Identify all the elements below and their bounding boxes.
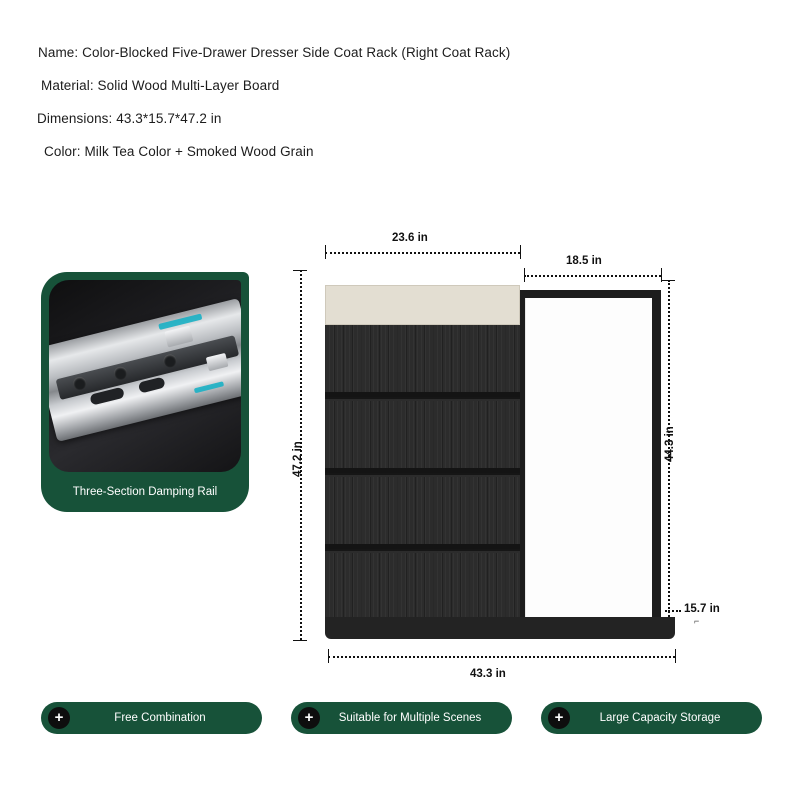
dim-label-total-height: 47.2 in (292, 441, 304, 477)
feature-pill-label: Suitable for Multiple Scenes (338, 712, 482, 724)
furniture-diagram (270, 222, 780, 692)
feature-pill-free-combination[interactable] (41, 702, 262, 734)
dim-line-dresser-width (325, 252, 520, 254)
spec-color: Color: Milk Tea Color + Smoked Wood Grain (44, 144, 314, 159)
dim-cap (293, 640, 307, 641)
plus-icon: + (298, 707, 320, 729)
slide-rail-illustration (49, 298, 241, 442)
dim-cap (520, 245, 521, 259)
dim-line-total-width (328, 656, 675, 658)
drawer-1 (325, 325, 520, 399)
damping-rail-caption: Three-Section Damping Rail (72, 486, 218, 498)
rail-tab (165, 326, 194, 348)
coat-rack-panel (525, 298, 653, 620)
drawer-2 (325, 401, 520, 475)
drawer-3 (325, 477, 520, 551)
feature-pill-row (0, 702, 800, 738)
dim-label-dresser-width: 23.6 in (392, 232, 428, 244)
dim-cap (293, 270, 307, 271)
dim-cap (675, 649, 676, 663)
specification-list (0, 44, 800, 176)
dim-label-rack-height: 44.3 in (664, 426, 676, 462)
feature-pill-large-capacity[interactable] (541, 702, 762, 734)
dim-cap (328, 649, 329, 663)
rail-teal-stripe (194, 381, 224, 393)
plus-icon: + (548, 707, 570, 729)
plus-icon: + (48, 707, 70, 729)
damping-rail-photo (49, 280, 241, 472)
spec-name: Name: Color-Blocked Five-Drawer Dresser Side Coat Rack (Right Coat Rack) (38, 45, 511, 60)
dim-line-depth (665, 610, 681, 612)
depth-tick-mark: ⌐ (694, 616, 700, 626)
dim-label-depth: 15.7 in (684, 603, 720, 615)
dim-label-total-width: 43.3 in (470, 668, 506, 680)
dim-cap (325, 245, 326, 259)
spec-material: Material: Solid Wood Multi-Layer Board (41, 78, 280, 93)
feature-pill-label: Large Capacity Storage (599, 712, 721, 724)
dim-label-rack-width: 18.5 in (566, 255, 602, 267)
damping-rail-card (41, 272, 249, 512)
feature-pill-label: Free Combination (114, 712, 206, 724)
dim-cap (524, 268, 525, 282)
spec-dimensions: Dimensions: 43.3*15.7*47.2 in (37, 111, 222, 126)
dim-cap (661, 280, 675, 281)
dresser-top-panel (325, 285, 520, 325)
drawer-4 (325, 553, 520, 627)
dim-line-rack-width (524, 275, 661, 277)
base-plinth (325, 617, 675, 639)
coat-rack-top-bar (517, 290, 661, 298)
dresser-body (325, 325, 520, 629)
feature-pill-multiple-scenes[interactable] (291, 702, 512, 734)
coat-rack-post-right (652, 290, 661, 620)
